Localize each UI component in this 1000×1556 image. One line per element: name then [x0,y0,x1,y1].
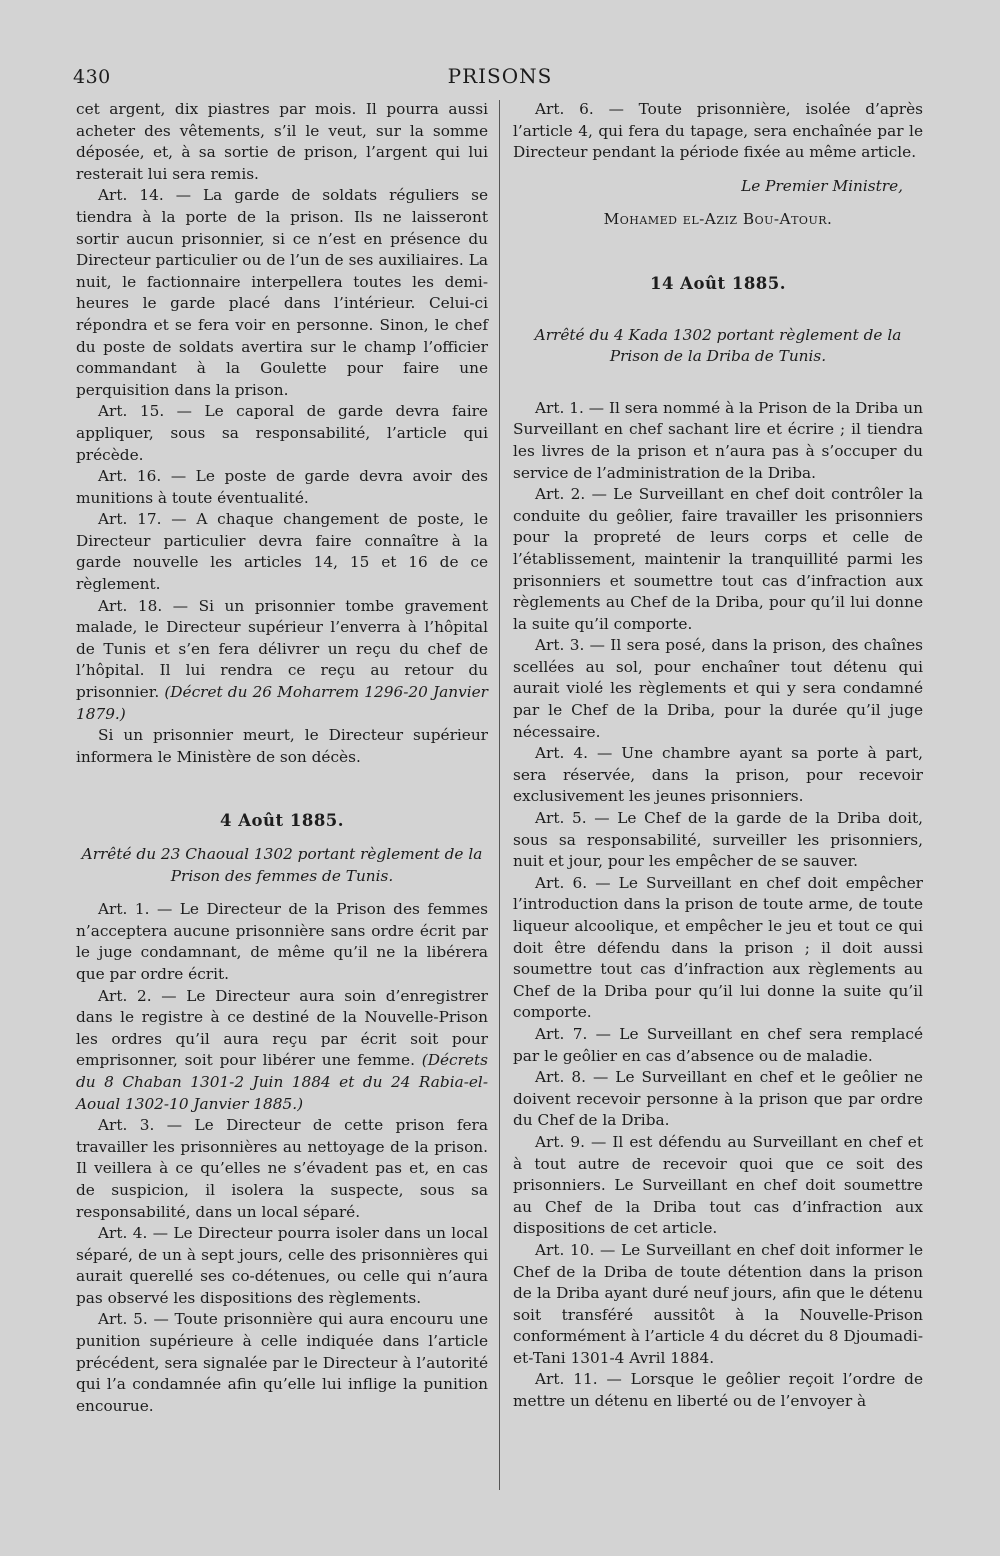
article-14: Art. 14. — La garde de soldats réguliers se tiendra à la porte de la prison. Ils ne laisseront sortir aucun prisonnier, si ce n’est en présence du Directeur particulier ou de l’un de ses auxiliaires. La nuit, le factionnaire interpellera toutes les demi-heures le garde placé dans l’intérieur. Celui-ci répondra et se fera voir en personne. Sinon, le chef du poste de soldats avertira sur le champ l’officier commandant à la Goulette pour faire une perquisition dans la prison. [76,186,488,399]
paragraph-deces: Si un prisonnier meurt, le Directeur supérieur informera le Ministère de son décès. [76,726,488,766]
spacer [76,768,488,810]
article-17: Art. 17. — A chaque changement de poste, le Directeur particulier devra faire connaître à la garde nouvelle les articles 14, 15 et 16 de ce règlement. [76,510,488,594]
date-heading-14-aout: 14 Août 1885. [649,273,787,293]
driba-article-3: Art. 3. — Il sera posé, dans la prison, des chaînes scellées au sol, pour enchaîner tout détenu qui aurait violé les règlements et qui y sera condamné par le Chef de la Driba, pour la durée qu’il juge nécessaire. [513,636,923,741]
paragraph-continuation: cet argent, dix piastres par mois. Il pourra aussi acheter des vêtements, s’il le veut, sur la somme déposée, et, à sa sortie de prison, l’argent qui lui resterait lui sera remis. [76,100,488,183]
column-divider [499,100,500,1490]
driba-article-8: Art. 8. — Le Surveillant en chef et le geôlier ne doivent recevoir personne à la prison que par ordre du Chef de la Driba. [513,1068,923,1130]
spacer [513,295,923,325]
driba-article-2: Art. 2. — Le Surveillant en chef doit contrôler la conduite du geôlier, faire travailler les prisonniers pour la propreté de leurs corps et celle de l’établissement, maintenir la tranquillité parmi les prisonniers et soumettre tout cas d’infraction aux règlements au Chef de la Driba, pour qu’il lui donne la suite qu’il comporte. [513,485,923,633]
femmes-article-6: Art. 6. — Toute prisonnière, isolée d’après l’article 4, qui fera du tapage, sera enchaînée par le Directeur pendant la période fixée au même article. [513,100,923,162]
spacer [513,231,923,273]
driba-article-4: Art. 4. — Une chambre ayant sa porte à part, sera réservée, dans la prison, pour recevoir exclusivement les jeunes prisonniers. [513,744,923,806]
signature-name: Mohamed el-Aziz Bou-Atour. [603,210,833,229]
right-column [513,99,923,1413]
arrete-title-prison-femmes: Arrêté du 23 Chaoual 1302 portant règlement de la Prison des femmes de Tunis. [81,845,483,885]
spacer [513,164,923,176]
femmes-article-2-text: Art. 2. — Le Directeur aura soin d’enregistrer dans le registre à ce destiné de la Nouvelle-Prison les ordres qu’il aura reçu par écrit soit pour emprisonner, soit pour libérer une femme. [76,986,488,1070]
driba-article-10: Art. 10. — Le Surveillant en chef doit informer le Chef de la Driba de toute détention dans la prison de la Driba ayant duré neuf jours, afin que le détenu soit transféré aussitôt à la Nouvelle-Prison conformément à l’article 4 du décret du 8 Djoumadi-et-Tani 1301-4 Avril 1884. [513,1240,923,1367]
driba-article-7: Art. 7. — Le Surveillant en chef sera remplacé par le geôlier en cas d’absence ou de maladie. [513,1024,923,1065]
femmes-article-1: Art. 1. — Le Directeur de la Prison des femmes n’acceptera aucune prisonnière sans ordre écrit par le juge condamnant, de même qu’il ne la libérera que par ordre écrit. [76,900,488,983]
driba-article-6: Art. 6. — Le Surveillant en chef doit empêcher l’introduction dans la prison de toute arme, de toute liqueur alcoolique, et empêcher le jeu et tout ce qui doit être défendu dans la prison ; il doit aussi soumettre tout cas d’infraction aux règlements au Chef de la Driba pour qu’il lui donne la suite qu’il comporte. [513,873,923,1022]
left-column [76,99,488,1417]
driba-article-1: Art. 1. — Il sera nommé à la Prison de la Driba un Surveillant en chef sachant lire et écrire ; il tiendra les livres de la prison et n’aura pas à s’occuper du service de l’administration de la Driba. [513,398,923,482]
femmes-article-5: Art. 5. — Toute prisonnière qui aura encouru une punition supérieure à celle indiquée dans l’article précédent, sera signalée par le Directeur à l’autorité qui l’a condamnée afin qu’elle lui inflige la punition encourue. [76,1310,488,1415]
femmes-article-2-reference: (Décrets du 8 Chaban 1301-2 Juin 1884 et du 24 Rabia-el-Aoual 1302-10 Janvier 1885.) [76,1051,488,1113]
femmes-article-2 [76,986,488,1116]
article-18-reference: (Décret du 26 Moharrem 1296-20 Janvier 1879.) [76,683,488,723]
femmes-article-3: Art. 3. — Le Directeur de cette prison fera travailler les prisonnières au nettoyage de la prison. Il veillera à ce qu’elles ne s’évadent pas et, en cas de suspicion, il isolera la suspecte, sous sa responsabilité, dans un local séparé. [76,1116,488,1221]
spacer [513,197,923,209]
driba-article-9: Art. 9. — Il est défendu au Surveillant en chef et à tout autre de recevoir quoi que ce soit des prisonniers. Le Surveillant en chef doit soumettre au Chef de la Driba tout cas d’infraction aux dispositions de cet article. [513,1132,923,1238]
article-18-text: Art. 18. — Si un prisonnier tombe gravement malade, le Directeur supérieur l’enverra à l’hôpital de Tunis et s’en fera délivrer un reçu du chef de l’hôpital. Il lui rendra ce reçu au retour du prisonnier. [76,596,488,702]
arrete-title-prison-driba: Arrêté du 4 Kada 1302 portant règlement de la Prison de la Driba de Tunis. [534,325,902,366]
running-head: PRISONS [447,64,553,88]
article-15: Art. 15. — Le caporal de garde devra faire appliquer, sous sa responsabilité, l’article qui précède. [76,402,488,464]
spacer [513,368,923,398]
driba-article-5: Art. 5. — Le Chef de la garde de la Driba doit, sous sa responsabilité, surveiller les prisonniers, nuit et jour, pour les empêcher de se sauver. [513,809,923,871]
spacer [76,887,488,899]
driba-article-11: Art. 11. — Lorsque le geôlier reçoit l’ordre de mettre un détenu en liberté ou de l’envoyer à [513,1370,923,1411]
article-16: Art. 16. — Le poste de garde devra avoir des munitions à toute éventualité. [76,467,488,507]
article-18 [76,596,488,726]
date-heading-4-aout: 4 Août 1885. [219,811,345,831]
spacer [76,832,488,844]
femmes-article-4: Art. 4. — Le Directeur pourra isoler dans un local séparé, de un à sept jours, celle des prisonnières qui aurait querellé ses co-détenues, ou celle qui n’aura pas observé les dispositions des règlements. [76,1224,488,1307]
page-number: 430 [73,66,111,88]
signature-title: Le Premier Ministre, [741,176,903,195]
